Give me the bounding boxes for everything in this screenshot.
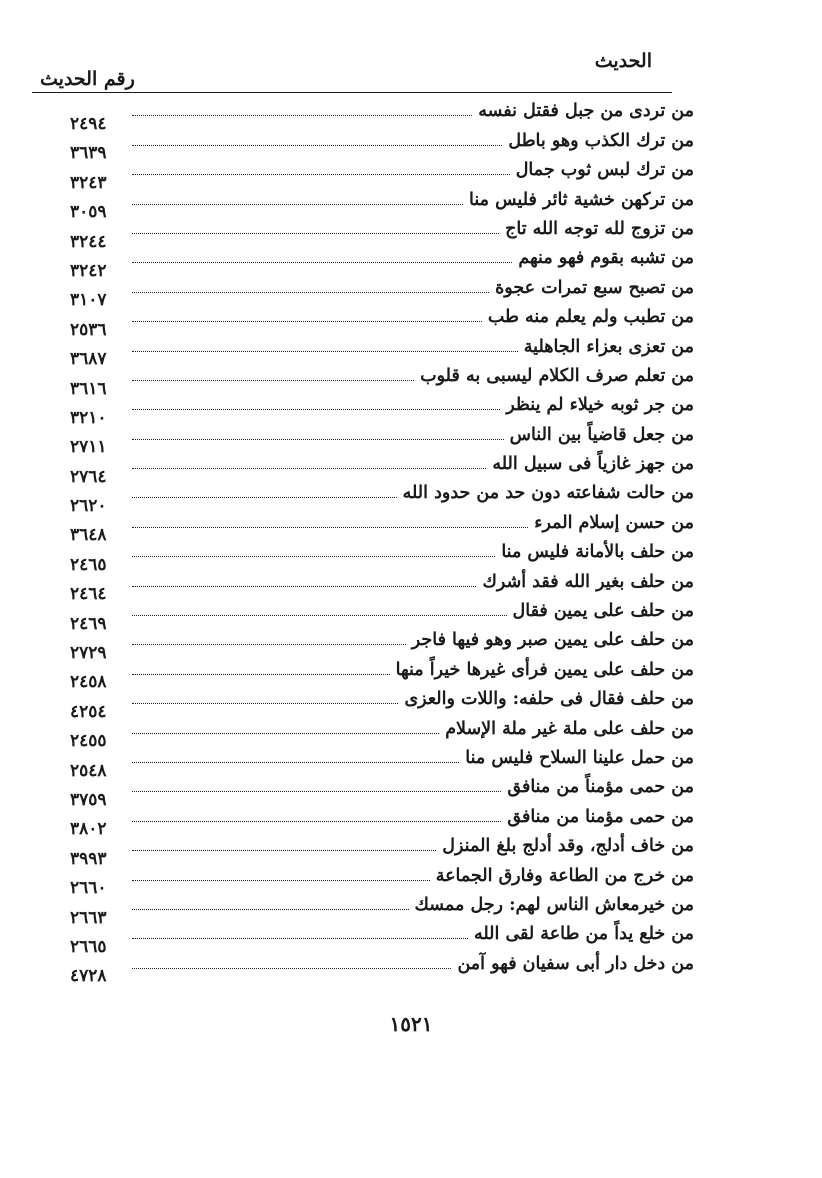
index-entry <box>70 448 694 487</box>
index-entry <box>70 536 694 575</box>
entry-number: ٢٤٦٩ <box>70 613 107 634</box>
entry-number: ٣٦١٦ <box>70 378 107 399</box>
entry-text: من تردى من جبل فقتل نفسه <box>478 101 694 122</box>
entry-text: من ترك الكذب وهو باطل <box>508 130 694 151</box>
index-entry <box>70 653 694 693</box>
entry-text: من تشبه بقوم فهو منهم <box>518 248 694 269</box>
dot-leader <box>132 909 409 910</box>
entry-text: من خلع يداً من طاعة لقى الله <box>473 924 694 945</box>
dot-leader <box>132 351 518 352</box>
entry-text: من خيرمعاش الناس لهم: رجل ممسك <box>414 894 694 915</box>
column-header-hadith-number: رقم الحديث <box>40 68 135 90</box>
dot-leader <box>132 791 501 792</box>
entry-text: من حمى مؤمنا من منافق <box>507 806 694 827</box>
entry-text: من ترك لبس ثوب جمال <box>515 160 694 181</box>
header-rule <box>32 92 672 93</box>
index-entry <box>70 95 694 134</box>
dot-leader <box>132 468 486 469</box>
dot-leader <box>132 204 463 205</box>
dot-leader <box>132 262 512 263</box>
entry-text: من حلف على يمين فقال <box>512 601 694 622</box>
index-entry <box>70 124 694 164</box>
entry-number: ٣٧٥٩ <box>70 789 107 810</box>
entry-text: من خرج من الطاعة وفارق الجماعة <box>435 865 694 886</box>
entry-text: من حلف على يمين صبر وهو فيها فاجر <box>411 630 694 651</box>
entry-number: ٣٦٤٨ <box>70 525 107 546</box>
entry-text: من جهز غازياً فى سبيل الله <box>492 454 694 475</box>
entry-number: ٢٦٦٣ <box>70 907 107 928</box>
dot-leader <box>132 968 451 969</box>
entry-number: ٢٥٤٨ <box>70 760 107 781</box>
entry-number: ٢٤٦٥ <box>70 554 107 575</box>
index-entry <box>70 389 694 428</box>
entry-text: من حمل علينا السلاح فليس منا <box>465 747 694 768</box>
index-entry <box>70 800 694 840</box>
entry-text: من حلف على يمين فرأى غيرها خيراً منها <box>395 659 694 680</box>
dot-leader <box>132 233 499 234</box>
index-entry <box>70 742 694 781</box>
index-entry <box>70 918 694 957</box>
index-entry <box>70 213 694 252</box>
entry-number: ٣١٠٧ <box>70 290 107 311</box>
entry-text: من حلف بالأمانة فليس منا <box>501 542 694 563</box>
entry-number: ٣٢٤٤ <box>70 231 107 252</box>
dot-leader <box>132 762 459 763</box>
index-entry <box>70 859 694 899</box>
index-entry <box>70 595 694 634</box>
entry-number: ٢٧٢٩ <box>70 643 107 664</box>
hadith-index-list <box>70 95 694 987</box>
dot-leader <box>132 938 468 939</box>
entry-number: ٢٤٦٤ <box>70 584 107 605</box>
index-entry <box>70 477 694 517</box>
dot-leader <box>132 174 510 175</box>
entry-number: ٣٢١٠ <box>70 407 107 428</box>
index-entry <box>70 889 694 928</box>
entry-number: ٣٦٨٧ <box>70 349 107 370</box>
entry-text: من تطبب ولم يعلم منه طب <box>487 307 694 328</box>
entry-text: من جر ثوبه خيلاء لم ينظر <box>506 395 694 416</box>
index-entry <box>70 418 694 458</box>
dot-leader <box>132 380 414 381</box>
page-number: ١٥٢١ <box>389 1012 433 1036</box>
entry-number: ٢٧١١ <box>70 437 107 458</box>
entry-number: ٢٦٢٠ <box>70 496 107 517</box>
entry-number: ٤٢٥٤ <box>70 701 107 722</box>
entry-number: ٣٢٤٢ <box>70 260 107 281</box>
entry-number: ٣٠٥٩ <box>70 202 107 223</box>
entry-number: ٢٦٦٥ <box>70 936 107 957</box>
entry-text: من تزوج لله توجه الله تاج <box>505 218 694 239</box>
entry-text: من جعل قاضياً بين الناس <box>509 424 694 445</box>
dot-leader <box>132 586 476 587</box>
entry-number: ٣٦٣٩ <box>70 143 107 164</box>
entry-number: ٢٤٩٤ <box>70 114 107 134</box>
index-entry <box>70 360 694 399</box>
entry-number: ٢٥٣٦ <box>70 319 107 340</box>
entry-text: من حلف فقال فى حلفه: واللات والعزى <box>404 689 694 710</box>
index-entry <box>70 683 694 722</box>
dot-leader <box>132 439 504 440</box>
entry-text: من حلف بغير الله فقد أشرك <box>482 571 694 592</box>
dot-leader <box>132 674 390 675</box>
dot-leader <box>132 850 436 851</box>
index-entry <box>70 624 694 664</box>
dot-leader <box>132 115 472 116</box>
dot-leader <box>132 321 482 322</box>
dot-leader <box>132 409 500 410</box>
dot-leader <box>132 527 528 528</box>
entry-text: من حالت شفاعته دون حد من حدود الله <box>402 483 694 504</box>
entry-text: من خاف أدلج، وقد أدلج بلغ المنزل <box>442 836 694 857</box>
entry-number: ٣٢٤٣ <box>70 172 107 193</box>
entry-number: ٢٧٦٤ <box>70 466 107 487</box>
index-entry <box>70 771 694 810</box>
entry-text: من حمى مؤمناً من منافق <box>507 777 694 798</box>
dot-leader <box>132 615 507 616</box>
entry-text: من تركهن خشية ثائر فليس منا <box>469 189 694 210</box>
index-entry <box>70 183 694 223</box>
dot-leader <box>132 644 406 645</box>
entry-number: ٣٩٩٣ <box>70 848 107 869</box>
index-entry <box>70 242 694 281</box>
entry-number: ٢٤٥٨ <box>70 672 107 693</box>
entry-text: من دخل دار أبى سفيان فهو آمن <box>457 953 694 974</box>
index-entry <box>70 301 694 340</box>
dot-leader <box>132 497 397 498</box>
index-entry <box>70 565 694 605</box>
index-entry <box>70 271 694 311</box>
index-entry <box>70 712 694 752</box>
dot-leader <box>132 145 502 146</box>
entry-number: ٢٦٦٠ <box>70 878 107 899</box>
entry-number: ٢٤٥٥ <box>70 731 107 752</box>
index-entry <box>70 154 694 193</box>
entry-text: من تعلم صرف الكلام ليسبى به قلوب <box>420 365 694 386</box>
entry-number: ٤٧٢٨ <box>70 966 107 987</box>
index-entry <box>70 830 694 869</box>
entry-number: ٣٨٠٢ <box>70 819 107 840</box>
dot-leader <box>132 821 501 822</box>
entry-text: من حسن إسلام المرء <box>534 512 694 533</box>
entry-text: من تصبح سبع تمرات عجوة <box>495 277 694 298</box>
dot-leader <box>132 292 489 293</box>
index-entry <box>70 947 694 987</box>
index-entry <box>70 330 694 370</box>
dot-leader <box>132 733 439 734</box>
entry-text: من حلف على ملة غير ملة الإسلام <box>445 718 694 739</box>
index-entry <box>70 506 694 546</box>
column-header-hadith: الحديث <box>594 50 652 72</box>
dot-leader <box>132 556 495 557</box>
dot-leader <box>132 880 430 881</box>
dot-leader <box>132 703 398 704</box>
entry-text: من تعزى بعزاء الجاهلية <box>523 336 694 357</box>
